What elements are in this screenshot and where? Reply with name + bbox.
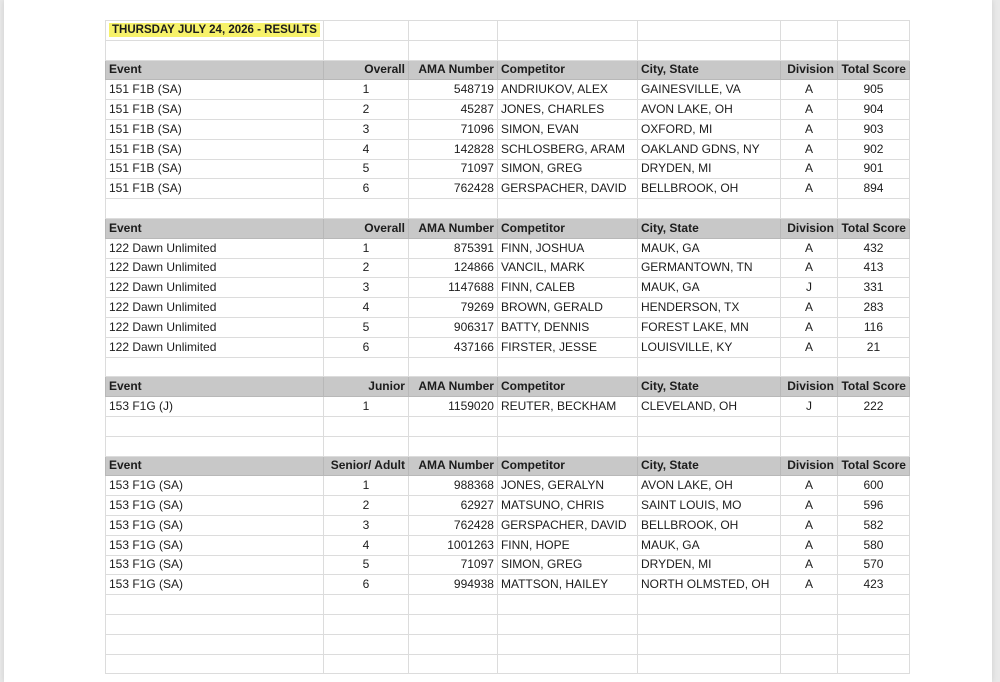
cell-ama-number: 762428 <box>408 515 497 535</box>
cell-place: 1 <box>323 80 408 100</box>
empty-cell <box>837 595 909 615</box>
empty-cell <box>497 595 637 615</box>
cell-event: 122 Dawn Unlimited <box>106 258 324 278</box>
empty-cell <box>780 436 837 456</box>
cell-place: 4 <box>323 139 408 159</box>
column-header-total-score: Total Score <box>837 456 909 476</box>
cell-total-score: 570 <box>837 555 909 575</box>
cell-competitor: GERSPACHER, DAVID <box>497 179 637 199</box>
cell-city-state: GAINESVILLE, VA <box>637 80 780 100</box>
column-header-competitor: Competitor <box>497 218 637 238</box>
cell-city-state: DRYDEN, MI <box>637 555 780 575</box>
cell-total-score: 600 <box>837 476 909 496</box>
cell-competitor: JONES, CHARLES <box>497 100 637 120</box>
column-header-ama-number: AMA Number <box>408 377 497 397</box>
empty-cell <box>637 614 780 634</box>
empty-cell <box>837 416 909 436</box>
empty-cell <box>408 40 497 60</box>
cell-competitor: BROWN, GERALD <box>497 298 637 318</box>
cell-division: A <box>780 337 837 357</box>
cell-division: A <box>780 298 837 318</box>
cell-ama-number: 988368 <box>408 476 497 496</box>
cell-competitor: SCHLOSBERG, ARAM <box>497 139 637 159</box>
cell-competitor: MATSUNO, CHRIS <box>497 496 637 516</box>
empty-cell <box>780 199 837 219</box>
empty-cell <box>408 436 497 456</box>
cell-place: 1 <box>323 397 408 417</box>
empty-cell <box>637 595 780 615</box>
empty-cell <box>780 416 837 436</box>
empty-cell <box>323 199 408 219</box>
cell-total-score: 423 <box>837 575 909 595</box>
section-header-row <box>106 377 910 397</box>
cell-division: A <box>780 139 837 159</box>
empty-cell <box>837 357 909 377</box>
empty-cell <box>323 21 408 41</box>
cell-place: 2 <box>323 258 408 278</box>
cell-competitor: GERSPACHER, DAVID <box>497 515 637 535</box>
empty-cell <box>323 634 408 654</box>
cell-place: 6 <box>323 575 408 595</box>
document-page <box>4 0 992 682</box>
empty-cell <box>837 199 909 219</box>
cell-place: 2 <box>323 496 408 516</box>
empty-cell <box>106 654 324 674</box>
cell-total-score: 21 <box>837 337 909 357</box>
cell-ama-number: 124866 <box>408 258 497 278</box>
empty-cell <box>497 654 637 674</box>
section-header-row <box>106 60 910 80</box>
column-header-city-state: City, State <box>637 218 780 238</box>
cell-city-state: SAINT LOUIS, MO <box>637 496 780 516</box>
cell-place: 6 <box>323 179 408 199</box>
cell-total-score: 413 <box>837 258 909 278</box>
cell-place: 6 <box>323 337 408 357</box>
cell-city-state: AVON LAKE, OH <box>637 100 780 120</box>
empty-cell <box>637 436 780 456</box>
table-row <box>106 258 910 278</box>
table-row <box>106 575 910 595</box>
column-header-competitor: Competitor <box>497 60 637 80</box>
empty-cell <box>323 595 408 615</box>
cell-event: 153 F1G (SA) <box>106 515 324 535</box>
cell-total-score: 903 <box>837 119 909 139</box>
cell-competitor: FINN, HOPE <box>497 535 637 555</box>
table-row <box>106 238 910 258</box>
cell-ama-number: 79269 <box>408 298 497 318</box>
cell-total-score: 582 <box>837 515 909 535</box>
empty-cell <box>637 40 780 60</box>
blank-row <box>106 40 910 60</box>
empty-cell <box>837 40 909 60</box>
cell-ama-number: 762428 <box>408 179 497 199</box>
empty-cell <box>323 654 408 674</box>
cell-division: A <box>780 575 837 595</box>
column-header-total-score: Total Score <box>837 377 909 397</box>
empty-cell <box>323 436 408 456</box>
empty-cell <box>408 634 497 654</box>
table-row <box>106 317 910 337</box>
table-row <box>106 337 910 357</box>
table-row <box>106 159 910 179</box>
cell-competitor: FINN, CALEB <box>497 278 637 298</box>
cell-event: 122 Dawn Unlimited <box>106 278 324 298</box>
cell-division: A <box>780 238 837 258</box>
blank-row <box>106 614 910 634</box>
column-header-place: Overall <box>323 218 408 238</box>
cell-place: 2 <box>323 100 408 120</box>
cell-total-score: 331 <box>837 278 909 298</box>
cell-competitor: SIMON, EVAN <box>497 119 637 139</box>
empty-cell <box>637 416 780 436</box>
results-title: THURSDAY JULY 24, 2026 - RESULTS <box>109 23 320 37</box>
cell-ama-number: 994938 <box>408 575 497 595</box>
cell-total-score: 283 <box>837 298 909 318</box>
empty-cell <box>497 436 637 456</box>
empty-cell <box>780 40 837 60</box>
cell-place: 4 <box>323 298 408 318</box>
column-header-ama-number: AMA Number <box>408 456 497 476</box>
cell-total-score: 432 <box>837 238 909 258</box>
cell-division: A <box>780 100 837 120</box>
cell-event: 122 Dawn Unlimited <box>106 298 324 318</box>
cell-ama-number: 71097 <box>408 159 497 179</box>
empty-cell <box>637 654 780 674</box>
cell-event: 153 F1G (SA) <box>106 496 324 516</box>
cell-event: 153 F1G (SA) <box>106 555 324 575</box>
cell-event: 151 F1B (SA) <box>106 159 324 179</box>
empty-cell <box>497 634 637 654</box>
empty-cell <box>106 199 324 219</box>
table-row <box>106 496 910 516</box>
cell-event: 153 F1G (SA) <box>106 575 324 595</box>
column-header-competitor: Competitor <box>497 456 637 476</box>
cell-total-score: 894 <box>837 179 909 199</box>
cell-total-score: 905 <box>837 80 909 100</box>
cell-event: 151 F1B (SA) <box>106 100 324 120</box>
cell-competitor: SIMON, GREG <box>497 159 637 179</box>
cell-total-score: 580 <box>837 535 909 555</box>
empty-cell <box>837 634 909 654</box>
cell-city-state: NORTH OLMSTED, OH <box>637 575 780 595</box>
blank-row <box>106 416 910 436</box>
table-row <box>106 555 910 575</box>
results-sheet-body <box>106 21 910 674</box>
cell-place: 5 <box>323 159 408 179</box>
cell-city-state: FOREST LAKE, MN <box>637 317 780 337</box>
column-header-city-state: City, State <box>637 456 780 476</box>
cell-competitor: BATTY, DENNIS <box>497 317 637 337</box>
table-row <box>106 397 910 417</box>
table-row <box>106 80 910 100</box>
column-header-event: Event <box>106 456 324 476</box>
column-header-city-state: City, State <box>637 377 780 397</box>
cell-ama-number: 906317 <box>408 317 497 337</box>
cell-place: 5 <box>323 317 408 337</box>
column-header-city-state: City, State <box>637 60 780 80</box>
blank-row <box>106 357 910 377</box>
empty-cell <box>837 436 909 456</box>
cell-city-state: GERMANTOWN, TN <box>637 258 780 278</box>
cell-total-score: 222 <box>837 397 909 417</box>
empty-cell <box>408 614 497 634</box>
table-row <box>106 119 910 139</box>
empty-cell <box>323 614 408 634</box>
column-header-total-score: Total Score <box>837 218 909 238</box>
cell-city-state: BELLBROOK, OH <box>637 515 780 535</box>
cell-city-state: MAUK, GA <box>637 278 780 298</box>
cell-ama-number: 45287 <box>408 100 497 120</box>
blank-row <box>106 595 910 615</box>
cell-place: 3 <box>323 119 408 139</box>
cell-division: A <box>780 119 837 139</box>
empty-cell <box>497 416 637 436</box>
cell-place: 3 <box>323 515 408 535</box>
cell-total-score: 116 <box>837 317 909 337</box>
cell-total-score: 902 <box>837 139 909 159</box>
empty-cell <box>408 654 497 674</box>
cell-ama-number: 1001263 <box>408 535 497 555</box>
cell-event: 151 F1B (SA) <box>106 80 324 100</box>
empty-cell <box>323 416 408 436</box>
cell-city-state: LOUISVILLE, KY <box>637 337 780 357</box>
cell-city-state: AVON LAKE, OH <box>637 476 780 496</box>
blank-row <box>106 199 910 219</box>
empty-cell <box>780 634 837 654</box>
column-header-event: Event <box>106 218 324 238</box>
table-row <box>106 298 910 318</box>
cell-event: 122 Dawn Unlimited <box>106 317 324 337</box>
empty-cell <box>408 21 497 41</box>
table-row <box>106 100 910 120</box>
empty-cell <box>408 416 497 436</box>
cell-place: 1 <box>323 238 408 258</box>
cell-ama-number: 71097 <box>408 555 497 575</box>
empty-cell <box>106 40 324 60</box>
cell-division: A <box>780 496 837 516</box>
cell-total-score: 596 <box>837 496 909 516</box>
table-row <box>106 139 910 159</box>
cell-ama-number: 875391 <box>408 238 497 258</box>
column-header-event: Event <box>106 377 324 397</box>
empty-cell <box>408 595 497 615</box>
cell-place: 5 <box>323 555 408 575</box>
empty-cell <box>780 654 837 674</box>
column-header-place: Senior/ Adult <box>323 456 408 476</box>
cell-division: A <box>780 515 837 535</box>
empty-cell <box>497 199 637 219</box>
cell-competitor: FINN, JOSHUA <box>497 238 637 258</box>
cell-total-score: 901 <box>837 159 909 179</box>
empty-cell <box>780 614 837 634</box>
column-header-place: Junior <box>323 377 408 397</box>
section-header-row <box>106 218 910 238</box>
section-header-row <box>106 456 910 476</box>
empty-cell <box>780 357 837 377</box>
cell-event: 153 F1G (SA) <box>106 535 324 555</box>
empty-cell <box>106 595 324 615</box>
cell-division: J <box>780 397 837 417</box>
empty-cell <box>837 21 909 41</box>
empty-cell <box>837 654 909 674</box>
cell-event: 122 Dawn Unlimited <box>106 337 324 357</box>
column-header-place: Overall <box>323 60 408 80</box>
cell-ama-number: 62927 <box>408 496 497 516</box>
column-header-ama-number: AMA Number <box>408 60 497 80</box>
blank-row <box>106 436 910 456</box>
cell-division: A <box>780 258 837 278</box>
cell-event: 151 F1B (SA) <box>106 179 324 199</box>
cell-division: A <box>780 317 837 337</box>
cell-competitor: VANCIL, MARK <box>497 258 637 278</box>
cell-city-state: HENDERSON, TX <box>637 298 780 318</box>
empty-cell <box>106 436 324 456</box>
cell-ama-number: 548719 <box>408 80 497 100</box>
cell-competitor: SIMON, GREG <box>497 555 637 575</box>
cell-competitor: JONES, GERALYN <box>497 476 637 496</box>
cell-event: 151 F1B (SA) <box>106 139 324 159</box>
column-header-ama-number: AMA Number <box>408 218 497 238</box>
cell-competitor: MATTSON, HAILEY <box>497 575 637 595</box>
cell-ama-number: 142828 <box>408 139 497 159</box>
empty-cell <box>637 357 780 377</box>
empty-cell <box>497 614 637 634</box>
cell-city-state: OXFORD, MI <box>637 119 780 139</box>
cell-city-state: CLEVELAND, OH <box>637 397 780 417</box>
empty-cell <box>780 21 837 41</box>
empty-cell <box>780 595 837 615</box>
cell-city-state: MAUK, GA <box>637 238 780 258</box>
empty-cell <box>323 357 408 377</box>
empty-cell <box>106 416 324 436</box>
empty-cell <box>637 21 780 41</box>
column-header-division: Division <box>780 377 837 397</box>
cell-event: 153 F1G (J) <box>106 397 324 417</box>
cell-event: 151 F1B (SA) <box>106 119 324 139</box>
cell-ama-number: 1159020 <box>408 397 497 417</box>
cell-division: A <box>780 159 837 179</box>
table-row <box>106 535 910 555</box>
column-header-division: Division <box>780 456 837 476</box>
empty-cell <box>408 199 497 219</box>
table-row <box>106 278 910 298</box>
empty-cell <box>497 21 637 41</box>
table-row <box>106 179 910 199</box>
cell-event: 122 Dawn Unlimited <box>106 238 324 258</box>
empty-cell <box>323 40 408 60</box>
cell-division: A <box>780 476 837 496</box>
cell-ama-number: 1147688 <box>408 278 497 298</box>
empty-cell <box>497 357 637 377</box>
empty-cell <box>637 634 780 654</box>
results-sheet <box>105 20 910 674</box>
cell-place: 1 <box>323 476 408 496</box>
cell-total-score: 904 <box>837 100 909 120</box>
empty-cell <box>106 634 324 654</box>
blank-row <box>106 654 910 674</box>
cell-place: 4 <box>323 535 408 555</box>
column-header-competitor: Competitor <box>497 377 637 397</box>
title-row <box>106 21 910 41</box>
empty-cell <box>408 357 497 377</box>
cell-event: 153 F1G (SA) <box>106 476 324 496</box>
column-header-event: Event <box>106 60 324 80</box>
cell-city-state: BELLBROOK, OH <box>637 179 780 199</box>
cell-division: A <box>780 179 837 199</box>
cell-ama-number: 71096 <box>408 119 497 139</box>
empty-cell <box>106 357 324 377</box>
cell-ama-number: 437166 <box>408 337 497 357</box>
blank-row <box>106 634 910 654</box>
cell-division: A <box>780 555 837 575</box>
cell-city-state: MAUK, GA <box>637 535 780 555</box>
cell-division: A <box>780 80 837 100</box>
table-row <box>106 515 910 535</box>
empty-cell <box>637 199 780 219</box>
cell-city-state: DRYDEN, MI <box>637 159 780 179</box>
cell-city-state: OAKLAND GDNS, NY <box>637 139 780 159</box>
title-cell <box>106 21 324 41</box>
column-header-total-score: Total Score <box>837 60 909 80</box>
cell-division: A <box>780 535 837 555</box>
empty-cell <box>837 614 909 634</box>
column-header-division: Division <box>780 218 837 238</box>
cell-competitor: ANDRIUKOV, ALEX <box>497 80 637 100</box>
empty-cell <box>106 614 324 634</box>
cell-place: 3 <box>323 278 408 298</box>
column-header-division: Division <box>780 60 837 80</box>
cell-competitor: REUTER, BECKHAM <box>497 397 637 417</box>
cell-competitor: FIRSTER, JESSE <box>497 337 637 357</box>
table-row <box>106 476 910 496</box>
empty-cell <box>497 40 637 60</box>
cell-division: J <box>780 278 837 298</box>
